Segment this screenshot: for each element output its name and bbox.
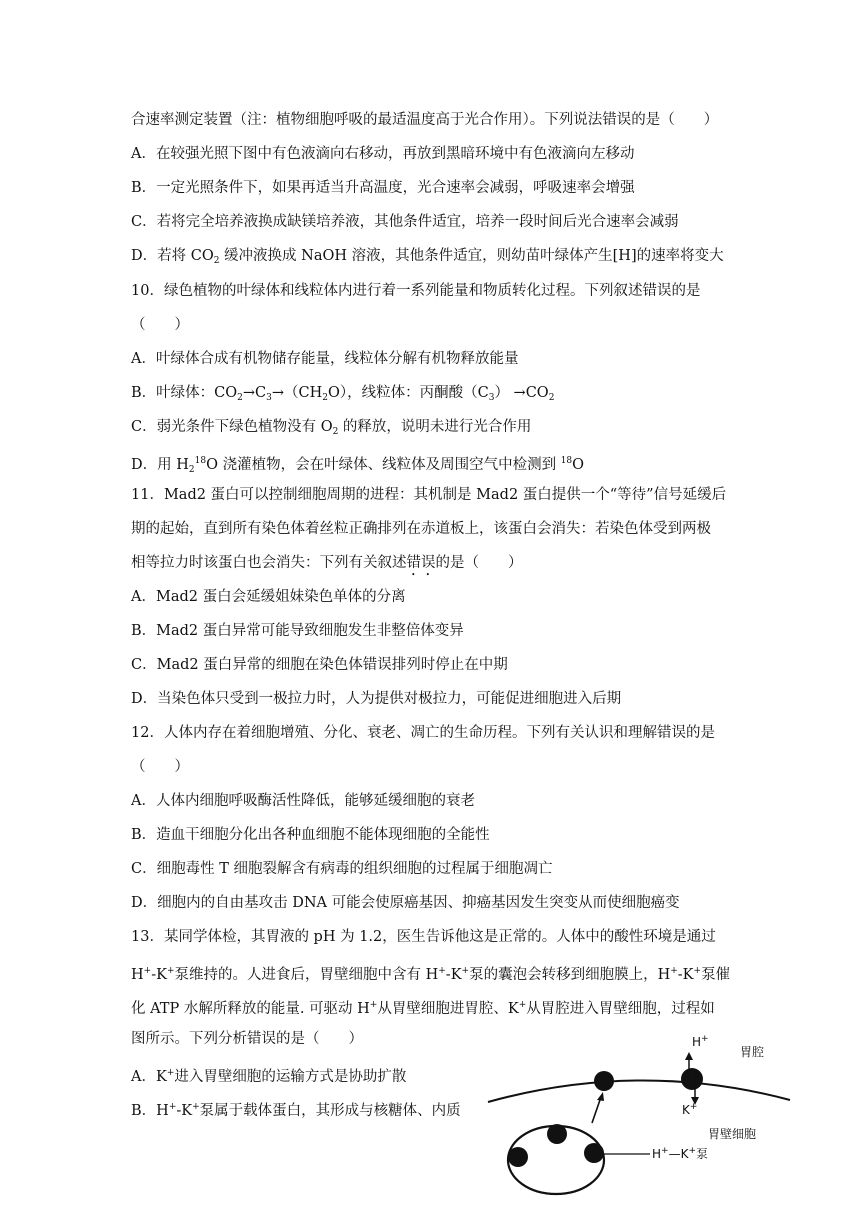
q11-stem-line3: 相等拉力时该蛋白也会消失：下列有关叙述错误的是（ ） — [131, 555, 523, 571]
membrane-pump-active — [681, 1068, 703, 1090]
emphasis-word: 错误 — [406, 555, 436, 571]
q9-option-c: C．若将完全培养液换成缺镁培养液，其他条件适宜，培养一段时间后光合速率会减弱 — [131, 214, 679, 230]
lumen-label: 胃腔 — [740, 1045, 765, 1059]
h-plus-label: H+ — [692, 1034, 709, 1049]
q9-option-b: B．一定光照条件下，如果再适当升高温度，光合速率会减弱，呼吸速率会增强 — [131, 180, 635, 196]
q12-option-d: D．细胞内的自由基攻击 DNA 可能会使原癌基因、抑癌基因发生突变从而使细胞癌变 — [131, 895, 680, 911]
q13-stem-line3: 化 ATP 水解所释放的能量. 可驱动 H+从胃壁细胞进胃腔、K+从胃腔进入胃壁细胞，过程如 — [131, 1000, 715, 1017]
cell-label: 胃壁细胞 — [708, 1127, 757, 1141]
arrow-head — [597, 1092, 604, 1101]
arrow-head — [685, 1052, 693, 1060]
q13-option-a: A．K+进入胃壁细胞的运输方式是协助扩散 — [131, 1068, 407, 1085]
q13-option-b: B．H+-K+泵属于载体蛋白，其形成与核糖体、内质 — [131, 1102, 461, 1119]
q11-option-a: A．Mad2 蛋白会延缓姐妹染色单体的分离 — [131, 589, 406, 605]
cell-membrane — [488, 1080, 790, 1102]
q10-option-d: D．用 $H_2^{18}O$ 浇灌植物，会在叶绿体、线粒体及周围空气中检测到 $^{18}$O — [131, 456, 585, 475]
pump-label: H+—K+泵 — [652, 1146, 709, 1161]
q12-stem: 12．人体内存在着细胞增殖、分化、衰老、凋亡的生命历程。下列有关认识和理解错误的是 — [131, 725, 715, 741]
q11-option-b: B．Mad2 蛋白异常可能导致细胞发生非整倍体变异 — [131, 623, 464, 639]
q13-stem-line1: 13．某同学体检，其胃液的 pH 为 1.2，医生告诉他这是正常的。人体中的酸性环境是通过 — [131, 929, 716, 945]
q10-stem: 10．绿色植物的叶绿体和线粒体内进行着一系列能量和物质转化过程。下列叙述错误的是 — [131, 283, 701, 299]
q9-option-d: D．若将 $CO_2$ 缓冲液换成 NaOH 溶液，其他条件适宜，则幼苗叶绿体产生[H]的速率将变大 — [131, 248, 724, 266]
q12-option-b: B．造血干细胞分化出各种血细胞不能体现细胞的全能性 — [131, 827, 490, 843]
vesicle-pump — [547, 1124, 567, 1144]
q13-stem-line4: 图所示。下列分析错误的是（ ） — [131, 1031, 363, 1047]
vesicle-pump — [584, 1143, 604, 1163]
q9-stem: 合速率测定装置（注：植物细胞呼吸的最适温度高于光合作用）。下列说法错误的是（ ） — [131, 112, 719, 128]
q11-option-c: C．Mad2 蛋白异常的细胞在染色体错误排列时停止在中期 — [131, 657, 508, 673]
vesicle-pump — [508, 1147, 528, 1167]
q13-stem-line2: H+-K+泵维持的。人进食后，胃壁细胞中含有 H+-K+泵的囊泡会转移到细胞膜上，H+-K+泵催 — [131, 966, 731, 983]
q10-option-a: A．叶绿体合成有机物储存能量，线粒体分解有机物释放能量 — [131, 351, 519, 367]
proton-pump-diagram — [470, 1030, 800, 1216]
k-plus-label: K+ — [682, 1102, 698, 1117]
vesicle-arrow — [592, 1097, 601, 1123]
q10-option-c: C．弱光条件下绿色植物没有 $O_2$ 的释放，说明未进行光合作用 — [131, 419, 532, 437]
q11-stem-line2: 期的起始，直到所有染色体着丝粒正确排列在赤道板上，该蛋白会消失：若染色体受到两极 — [131, 521, 711, 537]
q10-paren: （ ） — [131, 317, 189, 333]
q12-option-c: C．细胞毒性 T 细胞裂解含有病毒的组织细胞的过程属于细胞凋亡 — [131, 861, 553, 877]
q12-paren: （ ） — [131, 759, 189, 775]
q11-option-d: D．当染色体只受到一极拉力时，人为提供对极拉力，可能促进细胞进入后期 — [131, 691, 622, 707]
q10-option-b: B．叶绿体：$CO_2\to C_3\to(CH_2O)$，线粒体：丙酮酸$(C_3) \to CO_2$ — [131, 385, 555, 403]
membrane-pump — [594, 1071, 614, 1091]
q12-option-a: A．人体内细胞呼吸酶活性降低，能够延缓细胞的衰老 — [131, 793, 475, 809]
q9-option-a: A．在较强光照下图中有色液滴向右移动，再放到黑暗环境中有色液滴向左移动 — [131, 146, 635, 162]
q11-stem-line1: 11．Mad2 蛋白可以控制细胞周期的进程：其机制是 Mad2 蛋白提供一个“等待”信号延缓后 — [131, 487, 727, 503]
